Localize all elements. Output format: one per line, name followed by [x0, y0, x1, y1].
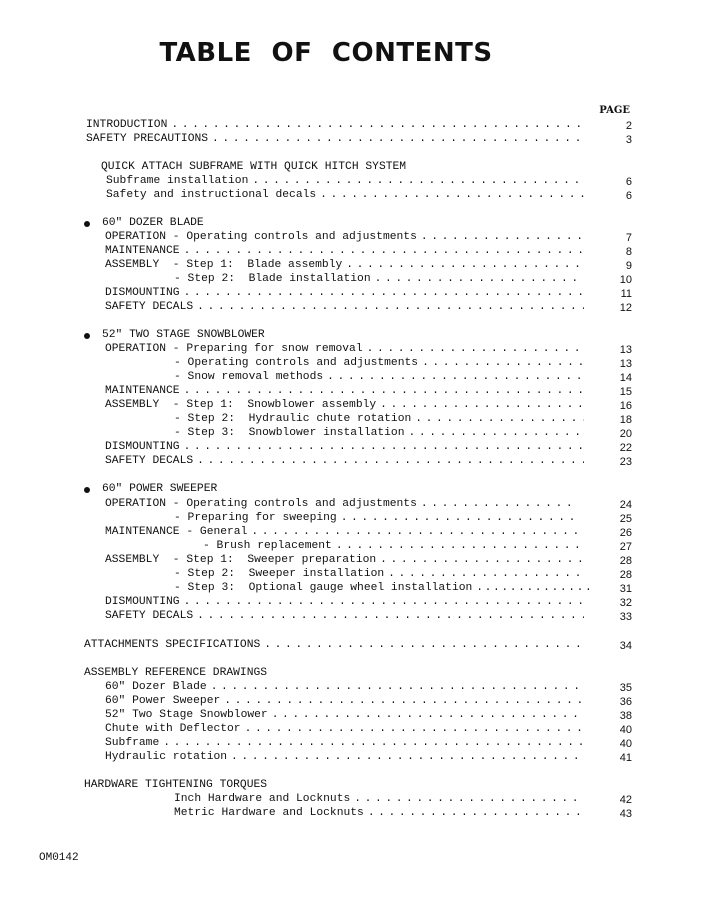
toc-entry-label: DISMOUNTING — [105, 287, 180, 299]
dot-leader — [341, 512, 576, 524]
toc-entry[interactable] — [174, 807, 588, 821]
toc-entry-label: - Step 3: Optional gauge wheel installation — [174, 582, 473, 594]
toc-entry[interactable] — [105, 681, 588, 695]
toc-entry[interactable] — [105, 231, 588, 245]
toc-entry-label: SAFETY PRECAUTIONS — [86, 133, 209, 145]
toc-entry-label: Subframe — [105, 737, 160, 749]
toc-page-number: 40 — [619, 724, 632, 736]
toc-page-number: 8 — [625, 246, 632, 258]
toc-entry-label: - Preparing for sweeping — [174, 512, 337, 524]
toc-entry-label: 60" Dozer Blade — [105, 681, 207, 693]
dot-leader — [380, 399, 584, 411]
toc-page-number: 42 — [619, 794, 632, 806]
dot-leader — [415, 413, 584, 425]
toc-entry-label: - Operating controls and adjustments — [174, 357, 419, 369]
toc-page-number: 15 — [619, 386, 632, 398]
toc-page-number: 11 — [620, 288, 632, 300]
toc-entry[interactable] — [105, 751, 588, 765]
dot-leader — [368, 807, 584, 819]
toc-section-heading: HARDWARE TIGHTENING TORQUES — [84, 779, 268, 791]
toc-section-heading: 60" DOZER BLADE — [102, 217, 204, 229]
toc-page-number: 3 — [625, 134, 632, 146]
toc-entry-label: Hydraulic rotation — [105, 751, 228, 763]
dot-leader — [476, 582, 594, 594]
toc-entry-label: - Step 2: Blade installation — [174, 273, 371, 285]
toc-page-number: 14 — [619, 372, 632, 384]
toc-entry[interactable] — [105, 287, 588, 301]
dot-leader — [336, 540, 584, 552]
dot-leader — [184, 245, 584, 257]
dot-leader — [327, 371, 584, 383]
toc-page-number: 22 — [619, 442, 632, 454]
dot-leader — [184, 596, 584, 608]
toc-entry[interactable] — [105, 498, 580, 512]
dot-leader — [224, 695, 584, 707]
toc-entry-label: Subframe installation — [106, 175, 249, 187]
toc-page-number: 34 — [619, 640, 632, 652]
toc-entry[interactable] — [174, 568, 588, 582]
toc-entry[interactable] — [105, 709, 588, 723]
toc-entry-label: ATTACHMENTS SPECIFICATIONS — [84, 639, 261, 651]
dot-leader — [184, 287, 584, 299]
dot-leader — [163, 737, 584, 749]
dot-leader — [211, 681, 584, 693]
toc-page-number: 20 — [619, 428, 632, 440]
toc-section-heading: 60" POWER SWEEPER — [102, 483, 218, 495]
toc-entry[interactable] — [86, 133, 588, 147]
toc-entry-label: MAINTENANCE - General — [105, 526, 248, 538]
toc-entry-label: SAFETY DECALS — [105, 610, 194, 622]
toc-entry-label: OPERATION - Preparing for snow removal — [105, 343, 363, 355]
bullet-icon — [84, 221, 90, 227]
toc-entry[interactable] — [105, 259, 588, 273]
toc-section-heading: 52" TWO STAGE SNOWBLOWER — [102, 329, 265, 341]
dot-leader — [231, 751, 584, 763]
toc-entry[interactable] — [174, 357, 588, 371]
toc-page-number: 9 — [625, 260, 632, 272]
dot-leader — [197, 301, 584, 313]
toc-entry[interactable] — [174, 582, 598, 596]
toc-page-number: 6 — [625, 176, 632, 188]
dot-leader — [388, 568, 584, 580]
toc-entry[interactable] — [84, 639, 588, 653]
toc-entry[interactable] — [174, 413, 588, 427]
dot-leader — [421, 498, 576, 510]
toc-entry-label: SAFETY DECALS — [105, 455, 194, 467]
toc-page-number: 31 — [619, 583, 632, 595]
toc-page-number: 28 — [619, 569, 632, 581]
dot-leader — [212, 133, 584, 145]
toc-entry[interactable] — [105, 737, 588, 751]
toc-page-number: 38 — [619, 710, 632, 722]
toc-entry[interactable] — [174, 427, 588, 441]
page-title: TABLE OF CONTENTS — [159, 38, 493, 68]
toc-page-number: 33 — [619, 611, 632, 623]
toc-entry[interactable] — [105, 343, 588, 357]
toc-entry-label: MAINTENANCE — [105, 385, 180, 397]
toc-entry-label: - Step 2: Hydraulic chute rotation — [174, 413, 412, 425]
toc-page-number: 23 — [619, 456, 632, 468]
toc-page-number: 24 — [619, 499, 632, 511]
toc-entry-label: Metric Hardware and Locknuts — [174, 807, 364, 819]
toc-page-number: 27 — [619, 541, 632, 553]
dot-leader — [251, 526, 584, 538]
dot-leader — [197, 610, 584, 622]
toc-entry-label: - Step 2: Sweeper installation — [174, 568, 385, 580]
toc-entry[interactable] — [105, 245, 588, 259]
dot-leader — [245, 723, 584, 735]
toc-entry-label: OPERATION - Operating controls and adjustments — [105, 231, 417, 243]
toc-entry-label: INTRODUCTION — [86, 119, 168, 131]
toc-entry-label: Chute with Deflector — [105, 723, 241, 735]
toc-page-number: 16 — [619, 400, 632, 412]
toc-page-number: 32 — [619, 597, 632, 609]
toc-entry-label: MAINTENANCE — [105, 245, 180, 257]
toc-entry-label: ASSEMBLY - Step 1: Blade assembly — [105, 259, 343, 271]
toc-entry[interactable] — [174, 793, 588, 807]
toc-entry-label: - Brush replacement — [203, 540, 332, 552]
toc-entry[interactable] — [86, 119, 588, 133]
toc-page-number: 40 — [619, 738, 632, 750]
toc-entry-label: OPERATION - Operating controls and adjustments — [105, 498, 417, 510]
toc-entry[interactable] — [105, 385, 588, 399]
toc-entry[interactable] — [105, 441, 588, 455]
toc-page-number: 13 — [619, 358, 632, 370]
toc-page-number: 41 — [619, 752, 632, 764]
toc-entry-label: ASSEMBLY - Step 1: Snowblower assembly — [105, 399, 377, 411]
dot-leader — [272, 709, 584, 721]
toc-page-number: 36 — [619, 696, 632, 708]
toc-entry[interactable] — [105, 455, 588, 469]
dot-leader — [421, 231, 584, 243]
dot-leader — [354, 793, 584, 805]
bullet-icon — [84, 487, 90, 493]
dot-leader — [184, 385, 584, 397]
toc-page-number: 35 — [619, 682, 632, 694]
dot-leader — [380, 554, 584, 566]
toc-page-number: 25 — [619, 513, 632, 525]
dot-leader — [409, 427, 585, 439]
toc-page-number: 2 — [625, 120, 632, 132]
toc-entry[interactable] — [106, 175, 588, 189]
toc-page-number: 12 — [619, 302, 632, 314]
toc-entry-label: 52" Two Stage Snowblower — [105, 709, 268, 721]
bullet-icon — [84, 333, 90, 339]
dot-leader — [184, 441, 584, 453]
toc-page-number: 7 — [625, 232, 632, 244]
toc-entry-label: DISMOUNTING — [105, 441, 180, 453]
toc-page-number: 6 — [625, 190, 632, 202]
toc-entry[interactable] — [105, 301, 588, 315]
toc-entry[interactable] — [174, 371, 588, 385]
toc-entry[interactable] — [174, 273, 588, 287]
toc-entry[interactable] — [105, 723, 588, 737]
toc-page-number: 13 — [619, 344, 632, 356]
dot-leader — [264, 639, 584, 651]
toc-page-number: 18 — [619, 414, 632, 426]
toc-page-number: 10 — [619, 274, 632, 286]
toc-entry[interactable] — [105, 695, 588, 709]
toc-entry-label: - Step 3: Snowblower installation — [174, 427, 405, 439]
toc-entry-label: Inch Hardware and Locknuts — [174, 793, 351, 805]
dot-leader — [346, 259, 584, 271]
toc-page-number: 26 — [619, 527, 632, 539]
toc-entry[interactable] — [174, 512, 580, 526]
toc-entry[interactable] — [106, 189, 588, 203]
dot-leader — [197, 455, 584, 467]
document-code: OM0142 — [39, 852, 79, 864]
toc-entry-label: - Snow removal methods — [174, 371, 324, 383]
dot-leader — [375, 273, 584, 285]
toc-entry[interactable] — [105, 399, 588, 413]
page-column-header: PAGE — [599, 105, 630, 116]
dot-leader — [252, 175, 584, 187]
toc-entry[interactable] — [203, 540, 588, 554]
toc-entry-label: SAFETY DECALS — [105, 301, 194, 313]
toc-page-number: 28 — [619, 555, 632, 567]
toc-section-heading: ASSEMBLY REFERENCE DRAWINGS — [84, 667, 268, 679]
toc-entry-label: Safety and instructional decals — [106, 189, 317, 201]
toc-page-number: 43 — [619, 808, 632, 820]
toc-entry-label: ASSEMBLY - Step 1: Sweeper preparation — [105, 554, 377, 566]
toc-entry[interactable] — [105, 526, 588, 540]
toc-entry-label: 60" Power Sweeper — [105, 695, 221, 707]
toc-entry[interactable] — [105, 596, 588, 610]
dot-leader — [367, 343, 584, 355]
toc-entry[interactable] — [105, 554, 588, 568]
toc-entry[interactable] — [105, 610, 588, 624]
dot-leader — [171, 119, 584, 131]
dot-leader — [320, 189, 584, 201]
dot-leader — [422, 357, 584, 369]
toc-section-heading: QUICK ATTACH SUBFRAME WITH QUICK HITCH SYSTEM — [101, 161, 407, 173]
toc-entry-label: DISMOUNTING — [105, 596, 180, 608]
